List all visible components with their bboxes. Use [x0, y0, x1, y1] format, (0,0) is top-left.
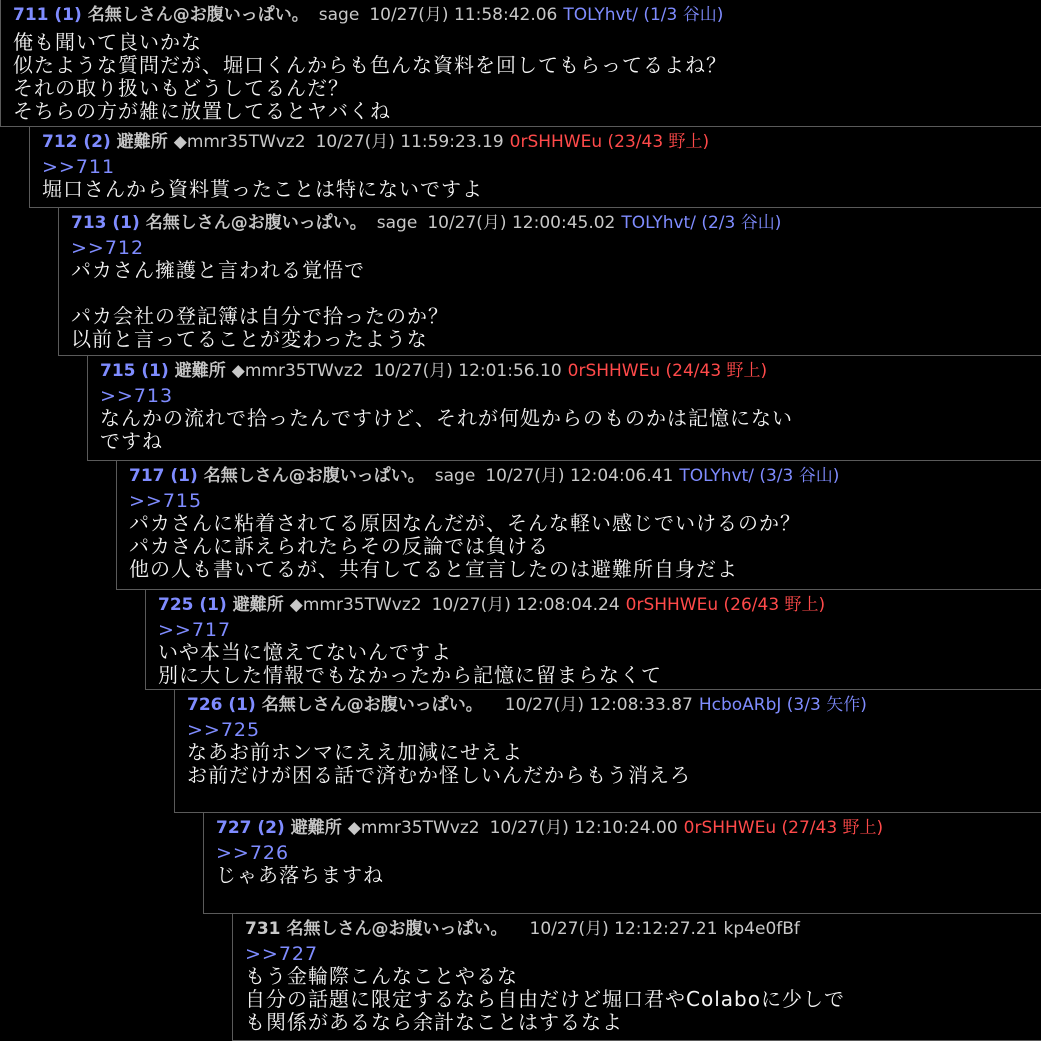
poster-trip: ◆mmr35TWvz2 — [231, 361, 364, 381]
poster-name: 名無しさん@お腹いっぱい。 — [87, 5, 309, 25]
post-body-line: 堀口さんから資料貰ったことは特にないですよ — [42, 177, 483, 201]
post-header-meta — [285, 818, 1035, 839]
poster-id[interactable]: TOLYhvt/ (3/3 谷山) — [679, 466, 840, 486]
post-header — [129, 466, 1041, 487]
poster-trip: ◆mmr35TWvz2 — [347, 818, 480, 838]
post-number[interactable]: 711 (1) — [13, 5, 82, 25]
poster-name: 名無しさん@お腹いっぱい。 — [203, 466, 425, 486]
post-731 — [232, 914, 1041, 1041]
poster-id[interactable]: 0rSHHWEu (23/43 野上) — [509, 132, 710, 152]
post-713 — [58, 208, 1041, 356]
post-date: 10/27(月) 12:08:33.87 — [504, 695, 693, 715]
post-715 — [87, 356, 1041, 461]
post-date: 10/27(月) 12:04:06.41 — [485, 466, 674, 486]
reply-anchor-link[interactable]: >>725 — [187, 719, 261, 741]
post-body-line: ですね — [100, 429, 163, 453]
post-date: 10/27(月) 11:58:42.06 — [369, 5, 558, 25]
post-body-line: じゃあ落ちますね — [216, 863, 384, 887]
reply-anchor-link[interactable]: >>713 — [100, 385, 174, 407]
post-body-line: それの取り扱いもどうしてるんだ？ — [13, 76, 349, 100]
post-number[interactable]: 731 — [245, 919, 281, 939]
poster-id[interactable]: 0rSHHWEu (24/43 野上) — [567, 361, 768, 381]
post-header — [71, 213, 1041, 234]
post-712 — [29, 127, 1041, 208]
post-date: 10/27(月) 12:00:45.02 — [427, 213, 616, 233]
post-body-line: 俺も聞いて良いかな — [13, 30, 202, 54]
post-header — [187, 695, 1035, 716]
post-body-line: もう金輪際こんなことやるな — [245, 964, 518, 988]
post-header — [158, 595, 1041, 616]
post-body-line: パカさん擁護と言われる覚悟で — [71, 258, 365, 282]
post-date: 10/27(月) 12:10:24.00 — [489, 818, 678, 838]
poster-id[interactable]: TOLYhvt/ (2/3 谷山) — [621, 213, 782, 233]
post-date: 10/27(月) 12:08:04.24 — [431, 595, 620, 615]
post-header — [245, 919, 1041, 940]
poster-name: 名無しさん@お腹いっぱい。 — [261, 695, 483, 715]
poster-mail: sage — [376, 213, 418, 233]
post-number[interactable]: 717 (1) — [129, 466, 198, 486]
post-711 — [0, 0, 1041, 127]
reply-anchor-link[interactable]: >>717 — [158, 619, 232, 641]
post-727 — [203, 813, 1041, 914]
poster-id[interactable]: TOLYhvt/ (1/3 谷山) — [563, 5, 724, 25]
post-number[interactable]: 712 (2) — [42, 132, 111, 152]
post-717 — [116, 461, 1041, 590]
post-header — [216, 818, 1035, 839]
post-body-line: 似たような質問だが、堀口くんからも色んな資料を回してもらってるよね？ — [13, 53, 727, 77]
post-726 — [174, 690, 1041, 813]
post-body-line: 以前と言ってることが変わったような — [71, 327, 428, 351]
post-body-line: 別に大した情報でもなかったから記憶に留まらなくて — [158, 663, 662, 687]
reply-anchor-link[interactable]: >>715 — [129, 490, 203, 512]
post-body-line: なんかの流れで拾ったんですけど、それが何処からのものかは記憶にない — [100, 406, 793, 430]
post-body-line: パカさんに訴えられたらその反論では負ける — [129, 534, 549, 558]
poster-name: 避難所 — [116, 132, 168, 152]
poster-trip: ◆mmr35TWvz2 — [173, 132, 306, 152]
reply-anchor-link[interactable]: >>711 — [42, 156, 116, 178]
post-body-line: も関係があるなら余計なことはするなよ — [245, 1010, 623, 1034]
poster-name: 避難所 — [232, 595, 284, 615]
poster-id[interactable]: 0rSHHWEu (26/43 野上) — [625, 595, 826, 615]
post-body-line — [71, 282, 1041, 305]
post-body-line: 自分の話題に限定するなら自由だけど堀口君やColaboに少しで — [245, 987, 845, 1011]
poster-name: 避難所 — [290, 818, 342, 838]
reply-anchor-link[interactable]: >>727 — [245, 943, 319, 965]
post-header-meta — [256, 695, 1035, 716]
post-number[interactable]: 715 (1) — [100, 361, 169, 381]
post-number[interactable]: 725 (1) — [158, 595, 227, 615]
post-number[interactable]: 713 (1) — [71, 213, 140, 233]
post-body-line: パカ会社の登記簿は自分で拾ったのか？ — [71, 304, 449, 328]
post-number[interactable]: 727 (2) — [216, 818, 285, 838]
poster-mail: sage — [318, 5, 360, 25]
post-number[interactable]: 726 (1) — [187, 695, 256, 715]
post-header — [42, 132, 1041, 153]
post-body-line: お前だけが困る話で済むか怪しいんだからもう消えろ — [187, 763, 691, 787]
poster-id[interactable]: kp4e0fBf — [723, 919, 800, 939]
poster-name: 避難所 — [174, 361, 226, 381]
poster-name: 名無しさん@お腹いっぱい。 — [145, 213, 367, 233]
post-body-line: いや本当に憶えてないんですよ — [158, 640, 452, 664]
post-body-line: パカさんに粘着されてる原因なんだが、そんな軽い感じでいけるのか？ — [129, 511, 801, 535]
post-header — [13, 5, 1041, 26]
post-header — [100, 361, 1041, 382]
post-date: 10/27(月) 12:01:56.10 — [373, 361, 562, 381]
poster-id[interactable]: HcboARbJ (3/3 矢作) — [698, 695, 867, 715]
post-body-line: 他の人も書いてるが、共有してると宣言したのは避難所自身だよ — [129, 557, 738, 581]
poster-name: 名無しさん@お腹いっぱい。 — [286, 919, 508, 939]
post-body-line: なあお前ホンマにええ加減にせえよ — [187, 740, 523, 764]
poster-id[interactable]: 0rSHHWEu (27/43 野上) — [683, 818, 884, 838]
poster-mail: sage — [434, 466, 476, 486]
post-body-line: そちらの方が雑に放置してるとヤバくね — [13, 99, 391, 123]
post-725 — [145, 590, 1041, 690]
reply-anchor-link[interactable]: >>726 — [216, 842, 290, 864]
post-date: 10/27(月) 11:59:23.19 — [315, 132, 504, 152]
post-date: 10/27(月) 12:12:27.21 — [529, 919, 718, 939]
reply-anchor-link[interactable]: >>712 — [71, 237, 145, 259]
poster-trip: ◆mmr35TWvz2 — [289, 595, 422, 615]
